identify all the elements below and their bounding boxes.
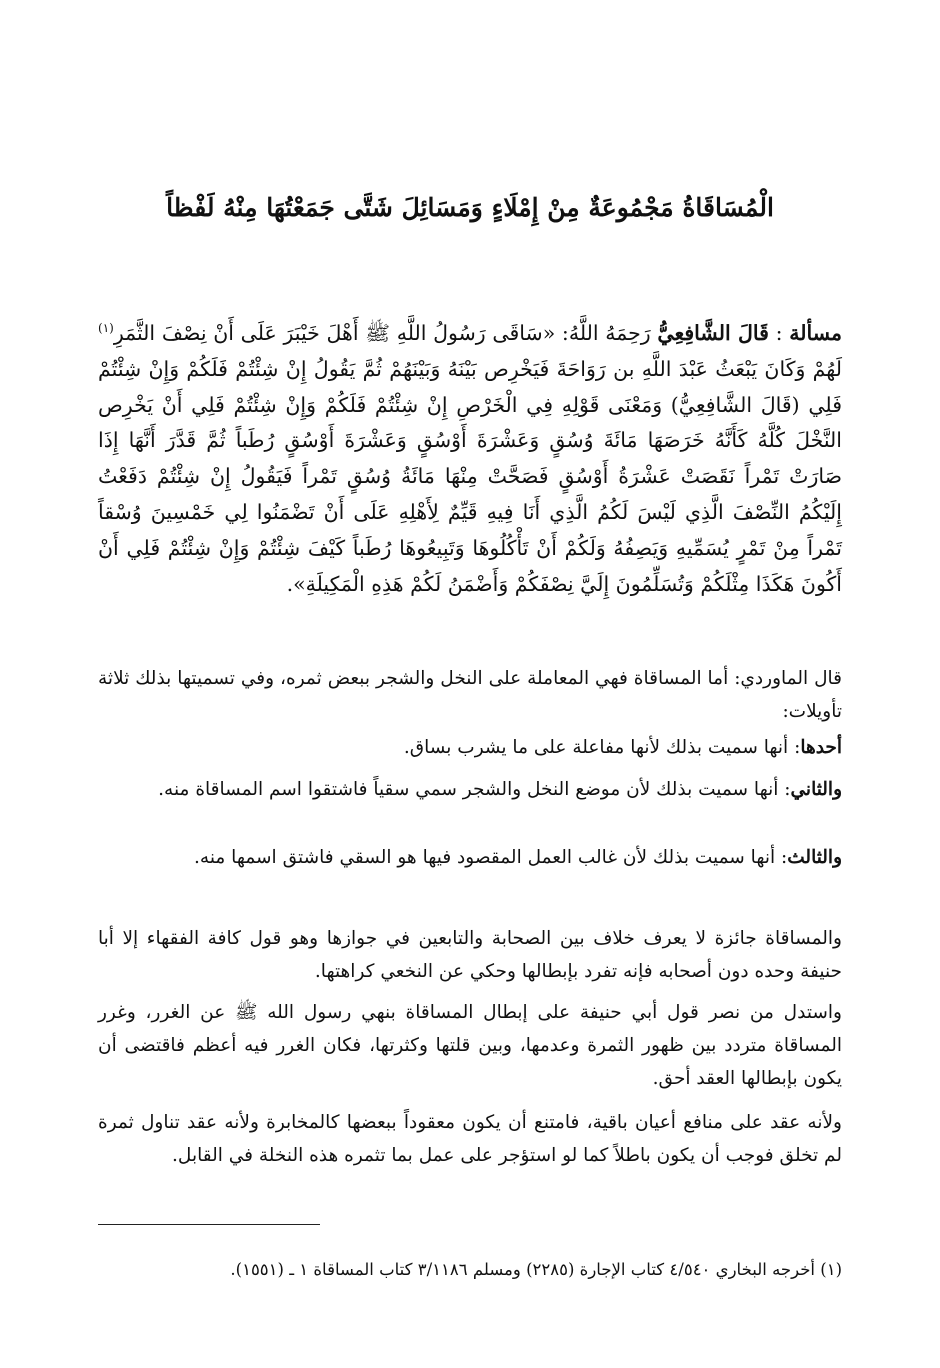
footnote: (١) أخرجه البخاري ٤/٥٤٠ كتاب الإجارة (٢٢٨٥) ومسلم ٣/١١٨٦ كتاب المساقاة ١ ـ (١٥٥١). (230, 1260, 842, 1279)
masala-paragraph: مسألة : قَالَ الشَّافِعِيُّ رَحِمَهُ اللَّهُ: «سَاقَى رَسُولُ اللَّهِ ﷺ أَهْلَ خَيْبَرَ عَلَى أَنْ نِصْفَ الثَّمَرِ$^{(١)}$ لَهُمْ وَكَانَ يَبْعَثُ عَبْدَ اللَّهِ بن رَوَاحَةَ فَيَخْرِص بَيْنَهُ وَبَيْنَهُمْ ثُمَّ يَقُولُ إِنْ شِئْتُمْ فَلَكُمْ وَإِنْ شِئْتُمْ فَلِي (قَالَ الشَّافِعِيُّ) وَمَعْنَى قَوْلِهِ فِي الْخَرْصِ إِنْ شِئْتُمْ فَلَكُمْ وَإِنْ شِئْتُمْ فَلِي أَنْ يَخْرِص النَّخْلَ كُلَّهُ كَأَنَّهُ خَرَصَهَا مَائَةَ وُسُقٍ وَعَشْرَةَ أَوْسُقٍ وَعَشْرَةَ أَوْسُقٍ رُطَباً ثُمَّ قَدَّرَ أَنَّهَا إِذَا صَارَتْ تَمْراً نَقَصَتْ عَشْرَةُ أَوْسُقٍ فَصَحَّتْ مِنْهَا مَائَةُ وُسُقٍ تَمْراً فَيَقُولُ إِنْ شِئْتُمْ دَفَعْتُ إِلَيْكُمُ النِّصْفَ الَّذِي لَيْسَ لَكُمُ الَّذِي أَنَا فِيهِ قَيِّمٌ لِأَهْلِهِ عَلَى أَنْ تَضْمَنُوا لِي خَمْسِينَ وُسْقاً تَمْراً مِنْ تَمْرٍ يُسَمِّيهِ وَيَصِفُهُ وَلَكُمْ أَنْ تَأْكُلُوهَا وَتَبِيعُوهَا رُطَباً كَيْفَ شِئْتُمْ وَإِنْ شِئْتُمْ فَلِي أَنْ أَكُونَ هَكَذَا مِثْلَكُمْ وَتُسَلِّمُونَ إِلَيَّ نِصْفَكُمْ وَأَضْمَنُ لَكُمْ هَذِهِ الْمَكِيلَةِ». (98, 321, 842, 596)
interpretation-label: والثاني (790, 779, 842, 800)
masala-speaker: قَالَ الشَّافِعِيُّ (657, 321, 769, 345)
chapter-title: الْمُسَاقَاةُ مَجْمُوعَةٌ مِنْ إِمْلَاءٍ وَمَسَائِلَ شَتَّى جَمَعْتُهَا مِنْهُ لَفْظاً (166, 193, 774, 222)
mawardi-paragraph: قال الماوردي: أما المساقاة فهي المعاملة على النخل والشجر ببعض ثمره، وفي تسميتها بذلك ثلاثة تأويلات: (98, 668, 842, 723)
masala-text-part1: رَحِمَهُ اللَّهُ: «سَاقَى رَسُولُ اللَّهِ ﷺ أَهْلَ خَيْبَرَ عَلَى أَنْ نِصْفَ الثَّمَرِ (113, 321, 651, 345)
paragraph-permissibility: والمساقاة جائزة لا يعرف خلاف بين الصحابة والتابعين في جوازها وهو قول كافة الفقهاء إلا أبا حنيفة وحده دون أصحابه فإنه تفرد بإبطالها وحكي عن النخعي كراهتها. (98, 928, 842, 983)
masala-text-part2: لَهُمْ وَكَانَ يَبْعَثُ عَبْدَ اللَّهِ بن رَوَاحَةَ فَيَخْرِص بَيْنَهُ وَبَيْنَهُمْ ثُمَّ يَقُولُ إِنْ شِئْتُمْ فَلَكُمْ وَإِنْ شِئْتُمْ فَلِي (قَالَ الشَّافِعِيُّ) وَمَعْنَى قَوْلِهِ فِي الْخَرْصِ إِنْ شِئْتُمْ فَلَكُمْ وَإِنْ شِئْتُمْ فَلِي أَنْ يَخْرِص النَّخْلَ كُلَّهُ كَأَنَّهُ خَرَصَهَا مَائَةَ وُسُقٍ وَعَشْرَةَ أَوْسُقٍ وَعَشْرَةَ أَوْسُقٍ رُطَباً ثُمَّ قَدَّرَ أَنَّهَا إِذَا صَارَتْ تَمْراً نَقَصَتْ عَشْرَةُ أَوْسُقٍ فَصَحَّتْ مِنْهَا مَائَةُ وُسُقٍ تَمْراً فَيَقُولُ إِنْ شِئْتُمْ دَفَعْتُ إِلَيْكُمُ النِّصْفَ الَّذِي لَيْسَ لَكُمُ الَّذِي أَنَا فِيهِ قَيِّمٌ لِأَهْلِهِ عَلَى أَنْ تَضْمَنُوا لِي خَمْسِينَ وُسْقاً تَمْراً مِنْ تَمْرٍ يُسَمِّيهِ وَيَصِفُهُ وَلَكُمْ أَنْ تَأْكُلُوهَا وَتَبِيعُوهَا رُطَباً كَيْفَ شِئْتُمْ وَإِنْ شِئْتُمْ فَلِي أَنْ أَكُونَ هَكَذَا مِثْلَكُمْ وَتُسَلِّمُونَ إِلَيَّ نِصْفَكُمْ وَأَضْمَنُ لَكُمْ هَذِهِ الْمَكِيلَةِ». (98, 356, 842, 596)
footnote-marker: (١) (98, 321, 114, 336)
book-page (98, 0, 842, 1368)
interpretation-text: : أنها سميت بذلك لأنها مفاعلة على ما يشرب بساق. (403, 737, 801, 758)
paragraph-contract: ولأنه عقد على منافع أعيان باقية، فامتنع أن يكون معقوداً ببعضها كالمخابرة ولأنه عقد تناول ثمرة لم تخلق فوجب أن يكون باطلاً كما لو استؤجر على عمل بما تثمره هذه النخلة في القابل. (98, 1112, 842, 1167)
interpretation-3 (98, 840, 842, 876)
masala-label: مسألة (789, 321, 842, 345)
interpretation-1 (98, 730, 842, 766)
interpretation-text: : أنها سميت بذلك لأن غالب العمل المقصود فيها هو السقي فاشتق اسمها منه. (194, 847, 788, 868)
interpretation-2 (98, 772, 842, 808)
paragraph-abu-hanifa: واستدل من نصر قول أبي حنيفة على إبطال المساقاة بنهي رسول الله ﷺ عن الغرر، وغرر المساقاة متردد بين ظهور الثمرة وعدمها، وبين قلتها وكثرتها، فكان الغرر فيه أعظم فاقتضى أن يكون بإبطالها العقد أحق. (98, 1002, 842, 1090)
interpretation-text: : أنها سميت بذلك لأن موضع النخل والشجر سمي سقياً فاشتقوا اسم المساقاة منه. (158, 779, 791, 800)
interpretation-label: والثالث (787, 847, 842, 868)
interpretation-label: أحدها (800, 737, 842, 758)
footnote-divider (98, 1224, 320, 1225)
